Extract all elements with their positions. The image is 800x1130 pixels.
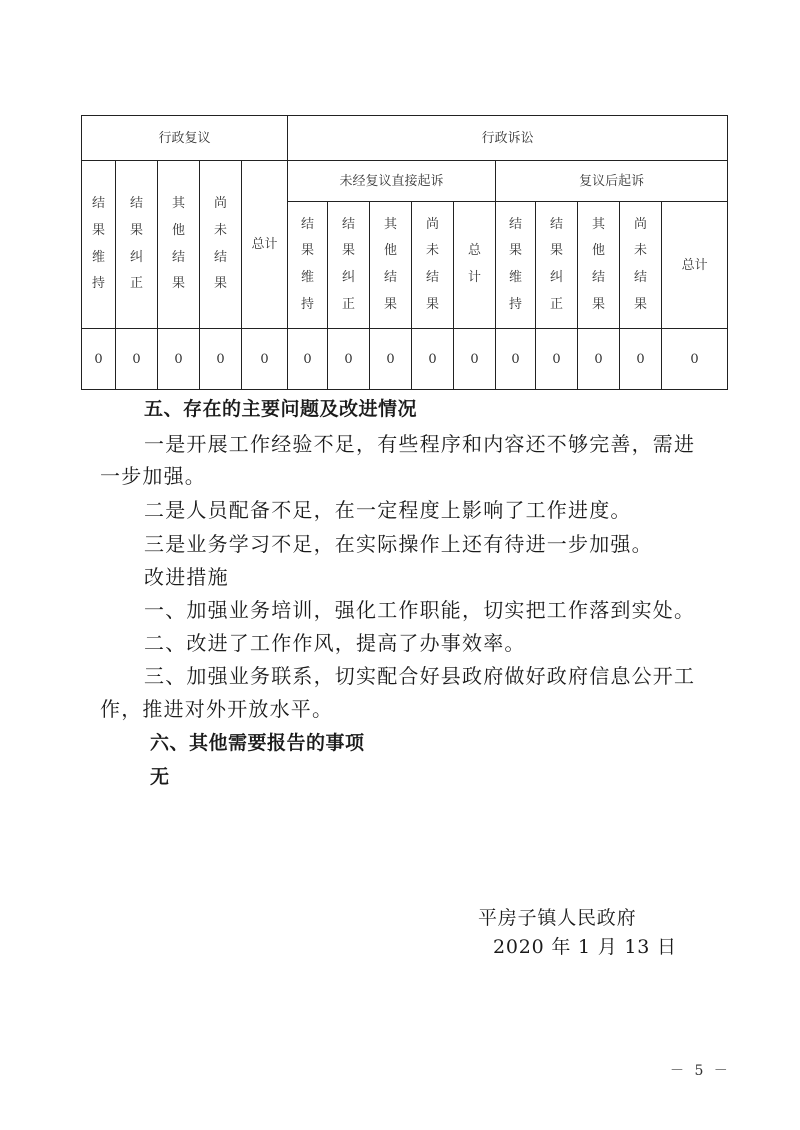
header-direct-suit: 未经复议直接起诉 [288,161,496,202]
signature-date: 2020 年 1 月 13 日 [493,936,677,958]
problem-3: 三是业务学习不足，在实际操作上还有待进一步加强。 [144,532,653,556]
section-6-content: 无 [150,766,170,788]
header-after-corrected: 结果纠正 [536,202,578,329]
header-admin-litigation: 行政诉讼 [288,116,728,161]
value-cell: 0 [328,329,370,390]
value-cell: 0 [536,329,578,390]
measure-3-line-2: 作，推进对外开放水平。 [100,697,334,721]
value-cell: 0 [412,329,454,390]
header-review-total: 总计 [242,161,288,329]
header-after-pending: 尚未结果 [620,202,662,329]
problem-2: 二是人员配备不足，在一定程度上影响了工作进度。 [144,498,632,522]
section-5-heading: 五、存在的主要问题及改进情况 [144,398,418,420]
header-after-total: 总计 [662,202,728,329]
header-direct-upheld: 结果维持 [288,202,328,329]
header-direct-pending: 尚未结果 [412,202,454,329]
value-cell: 0 [288,329,328,390]
value-cell: 0 [242,329,288,390]
header-review-pending: 尚未结果 [200,161,242,329]
signature-org: 平房子镇人民政府 [478,907,637,929]
header-review-upheld: 结果维持 [82,161,116,329]
problem-1-line-1: 一是开展工作经验不足，有些程序和内容还不够完善，需进 [144,432,696,456]
header-review-corrected: 结果纠正 [116,161,158,329]
page-number: － 5 － [670,1063,731,1079]
review-litigation-table [81,115,728,390]
value-cell: 0 [200,329,242,390]
header-direct-total: 总计 [454,202,496,329]
header-direct-other: 其他结果 [370,202,412,329]
measure-1: 一、加强业务培训，强化工作职能，切实把工作落到实处。 [144,598,696,622]
problem-1-line-2: 一步加强。 [100,464,206,488]
value-cell: 0 [158,329,200,390]
header-review-other: 其他结果 [158,161,200,329]
value-cell: 0 [82,329,116,390]
section-6-heading: 六、其他需要报告的事项 [150,732,365,754]
value-cell: 0 [496,329,536,390]
value-cell: 0 [454,329,496,390]
header-suit-after-review: 复议后起诉 [496,161,728,202]
value-cell: 0 [620,329,662,390]
header-direct-corrected: 结果纠正 [328,202,370,329]
measures-title: 改进措施 [144,565,229,589]
measure-3-line-1: 三、加强业务联系，切实配合好县政府做好政府信息公开工 [144,664,696,688]
measure-2: 二、改进了工作作风，提高了办事效率。 [144,631,526,655]
value-cell: 0 [578,329,620,390]
value-cell: 0 [662,329,728,390]
value-cell: 0 [370,329,412,390]
value-cell: 0 [116,329,158,390]
header-admin-review: 行政复议 [82,116,288,161]
header-after-upheld: 结果维持 [496,202,536,329]
header-after-other: 其他结果 [578,202,620,329]
